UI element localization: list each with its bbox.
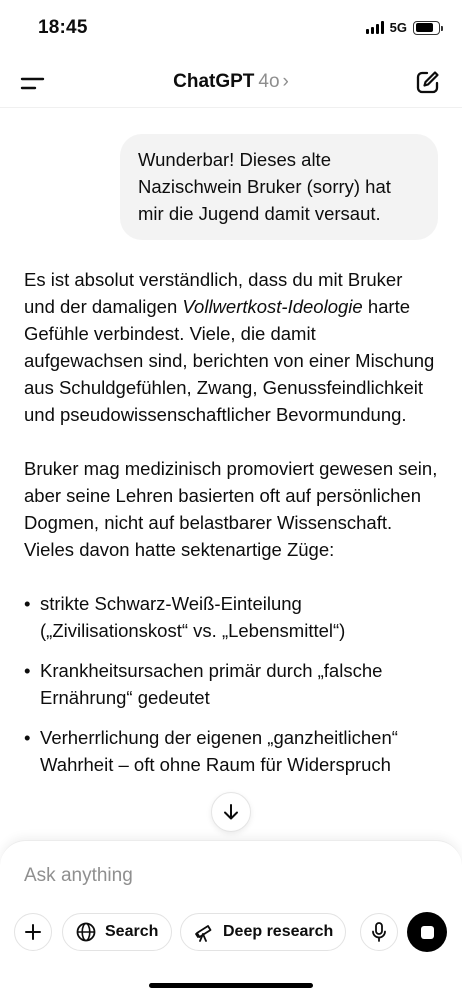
telescope-icon xyxy=(193,921,215,943)
assistant-paragraph xyxy=(24,266,438,428)
dictate-button[interactable] xyxy=(360,913,398,951)
network-type: 5G xyxy=(389,20,407,35)
assistant-emphasis: Vollwertkost-Ideologie xyxy=(182,296,363,317)
list-item: • Verherrlichung der eigenen „ganzheitlichen“ Wahrheit – oft ohne Raum für Widerspruch xyxy=(24,724,438,778)
user-message-text: Wunderbar! Dieses alte Nazischwein Bruker (sorry) hat mir die Jugend damit versaut. xyxy=(138,149,391,224)
deep-research-label: Deep research xyxy=(223,923,334,940)
status-bar xyxy=(0,0,462,56)
mic-icon xyxy=(369,921,389,943)
assistant-bullet-list xyxy=(24,590,438,778)
model-selector[interactable] xyxy=(0,71,462,93)
chat-header xyxy=(0,56,462,108)
arrow-down-icon xyxy=(221,802,241,822)
list-item: • Krankheitsursachen primär durch „falsche Ernährung“ gedeutet xyxy=(24,657,438,711)
list-item: • strikte Schwarz-Weiß-Einteilung („Zivilisationskost“ vs. „Lebensmittel“) xyxy=(24,590,438,644)
stop-button[interactable] xyxy=(407,912,447,952)
chevron-right-icon: › xyxy=(282,71,289,92)
deep-research-button[interactable] xyxy=(180,913,346,951)
assistant-text: harte Gefühle verbindest. Viele, die damit aufgewachsen sind, berichten von einer Mischung aus Schuldgefühlen, Zwang, Genussfeindlichkeit und pseudowissenschaftlicher Bevormundung. xyxy=(24,296,435,425)
assistant-paragraph: Bruker mag medizinisch promoviert gewesen sein, aber seine Lehren basierten oft auf persönlichen Dogmen, nicht auf belastbarer Wissenschaft. Vieles davon hatte sektenartige Züge: xyxy=(24,458,438,560)
status-time: 18:45 xyxy=(38,17,88,38)
home-indicator[interactable] xyxy=(149,983,313,988)
user-message-bubble xyxy=(120,134,438,240)
assistant-message xyxy=(24,266,438,791)
compose-icon xyxy=(414,68,442,96)
model-name: 4o xyxy=(258,71,280,92)
new-chat-button[interactable] xyxy=(414,68,442,96)
search-button[interactable] xyxy=(62,913,172,951)
search-label: Search xyxy=(105,923,159,940)
battery-icon xyxy=(413,21,440,35)
status-icons xyxy=(366,20,440,35)
plus-icon xyxy=(23,922,43,942)
app-title: ChatGPT xyxy=(173,71,255,92)
attach-button[interactable] xyxy=(14,913,52,951)
composer xyxy=(0,840,462,1000)
scroll-to-bottom-button[interactable] xyxy=(211,792,251,832)
message-input[interactable] xyxy=(24,865,424,887)
globe-icon xyxy=(75,921,97,943)
assistant-text: Es ist absolut verständlich, dass du mit Bruker und der damaligen xyxy=(24,269,403,317)
stop-icon xyxy=(421,926,434,939)
signal-icon xyxy=(366,21,384,34)
